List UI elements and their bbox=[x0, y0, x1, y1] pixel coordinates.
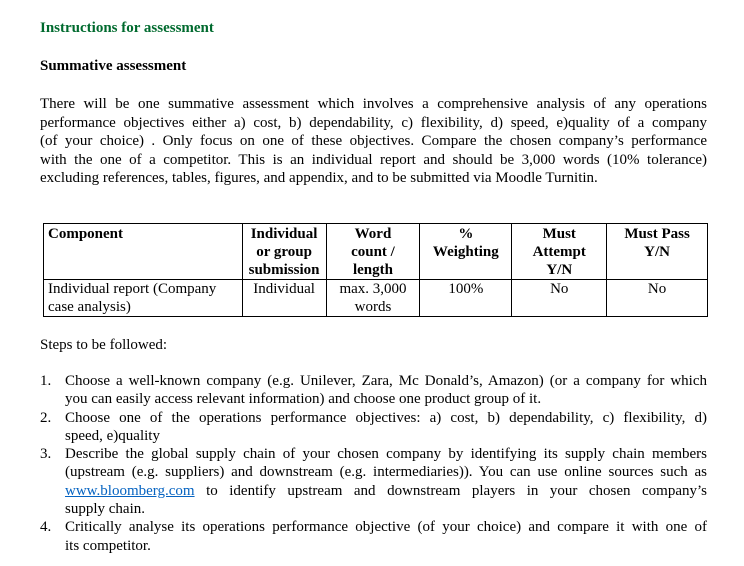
header-submission: Individual or group submission bbox=[242, 224, 326, 280]
cell-component: Individual report (Company case analysis) bbox=[44, 280, 243, 317]
table-row bbox=[44, 280, 708, 317]
cell-length: max. 3,000 words bbox=[326, 280, 420, 317]
header-weighting: % Weighting bbox=[420, 224, 512, 280]
header-attempt: Must Attempt Y/N bbox=[512, 224, 607, 280]
list-item: 1. Choose a well-known company (e.g. Unilever, Zara, Mc Donald’s, Amazon) (or a company for which you can easily access relevant information) and choose one product group of it. bbox=[40, 373, 707, 408]
assessment-table bbox=[43, 223, 708, 317]
cell-attempt: No bbox=[512, 280, 607, 317]
intro-paragraph bbox=[40, 95, 707, 188]
page-title: Instructions for assessment bbox=[40, 20, 214, 36]
intro-line: There will be one summative assessment which involves a comprehensive analysis of any operations bbox=[40, 96, 707, 112]
header-length: Word count / length bbox=[326, 224, 420, 280]
list-item: 2. Choose one of the operations performance objectives: a) cost, b) dependability, c) flexibility, d) speed, e)quality bbox=[40, 409, 707, 444]
steps-label: Steps to be followed: bbox=[40, 337, 168, 353]
section-heading: Summative assessment bbox=[40, 58, 187, 74]
link-line: www.bloomberg.com to identify upstream and downstream players in your chosen company’s bbox=[65, 482, 708, 499]
cell-weighting: 100% bbox=[420, 280, 512, 317]
cell-submission: Individual bbox=[242, 280, 326, 317]
header-component: Component bbox=[44, 224, 243, 280]
list-item: 3. Describe the global supply chain of your chosen company by identifying its supply chain members (upstream (e.g. suppliers) and downstream (e.g. intermediaries)). You can use online sources such as www.bloomberg.com to identify upstream and downstream players in your chosen company’s supply chain. bbox=[40, 446, 708, 518]
intro-line: (of your choice) . Only focus on one of these objectives. Compare the chosen company’s performance bbox=[40, 133, 707, 149]
intro-line: performance objectives either a) cost, b) dependability, c) flexibility, d) speed, e)quality of a company bbox=[40, 114, 707, 131]
table-header-row bbox=[44, 224, 708, 280]
header-pass: Must Pass Y/N bbox=[607, 224, 708, 280]
cell-pass: No bbox=[607, 280, 708, 317]
list-item: 4. Critically analyse its operations performance objective (of your choice) and compare it with one of its competitor. bbox=[40, 519, 707, 554]
bloomberg-link[interactable]: www.bloomberg.com bbox=[65, 482, 195, 499]
intro-line: excluding references, tables, figures, and appendix, and to be submitted via Moodle Turnitin. bbox=[40, 170, 598, 186]
steps-list bbox=[40, 372, 707, 555]
intro-line: with the one of a competitor. This is an individual report and should be 3,000 words (10% tolerance) bbox=[40, 151, 707, 168]
